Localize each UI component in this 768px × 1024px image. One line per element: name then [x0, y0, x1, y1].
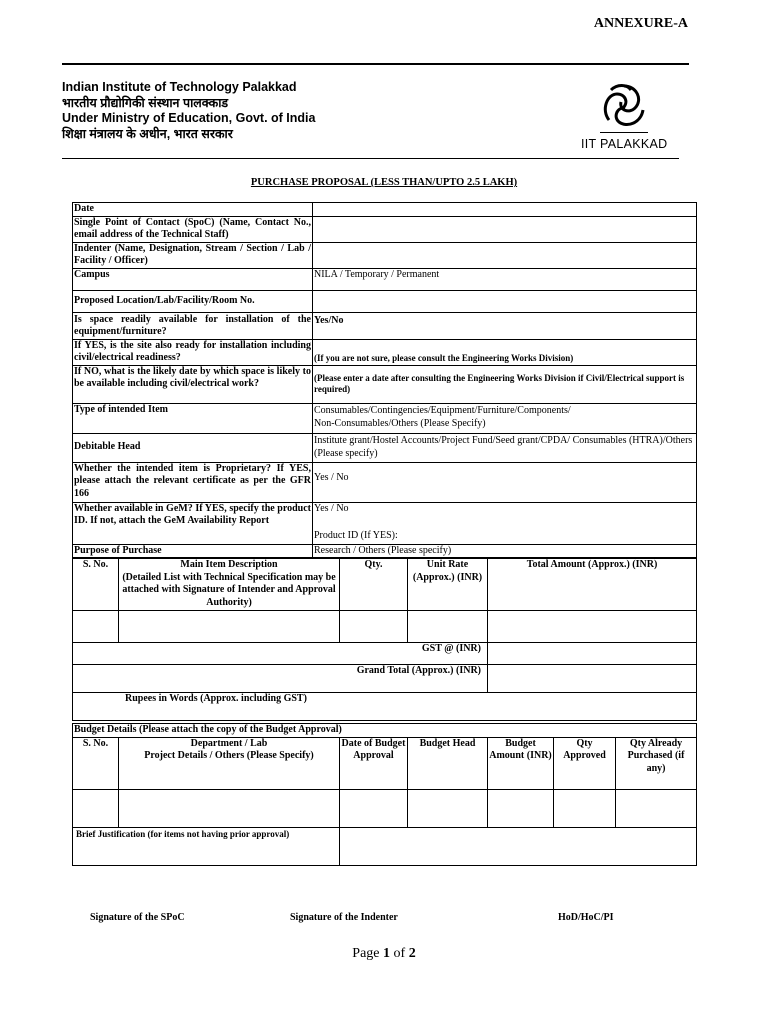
budget-table [72, 723, 697, 866]
form-title: PURCHASE PROPOSAL (LESS THAN/UPTO 2.5 LAKH) [250, 177, 518, 188]
institute-name-en: Indian Institute of Technology Palakkad [62, 80, 297, 94]
item-type-label: Type of intended Item [73, 403, 313, 433]
budget-project-title: Project Details / Others (Please Specify) [144, 750, 314, 761]
gst-label: GST @ (INR) [73, 643, 488, 665]
budget-heading: Budget Details (Please attach the copy of the Budget Approval) [73, 724, 697, 738]
proposal-table [72, 202, 697, 558]
spoc-signature: Signature of the SPoC [90, 912, 185, 923]
item-sno-cell[interactable] [73, 611, 119, 643]
budget-dept-title: Department / Lab [190, 737, 268, 749]
budget-date-header: Date of Budget Approval [340, 737, 408, 789]
debitable-head-field[interactable]: Institute grant/Hostel Accounts/Project Fund/Seed grant/CPDA/ Consumables (HTRA)/Others (Please specify) [313, 433, 697, 462]
purpose-field[interactable]: Research / Others (Please specify) [313, 544, 697, 558]
hod-signature: HoD/HoC/PI [558, 912, 614, 923]
item-qty-cell[interactable] [340, 611, 408, 643]
page-current: 1 [383, 946, 391, 961]
justification-field[interactable] [340, 827, 697, 865]
items-desc-header [119, 559, 340, 611]
indenter-signature: Signature of the Indenter [290, 912, 398, 923]
ministry-en: Under Ministry of Education, Govt. of India [62, 111, 316, 125]
indenter-field[interactable] [313, 242, 697, 268]
location-label: Proposed Location/Lab/Facility/Room No. [73, 290, 313, 312]
qty-approved-cell[interactable] [554, 789, 616, 827]
campus-field[interactable]: NILA / Temporary / Permanent [313, 268, 697, 290]
qty-purchased-cell[interactable] [616, 789, 697, 827]
header-rule [62, 158, 679, 159]
gst-field[interactable] [488, 643, 697, 665]
items-desc-note: (Detailed List with Technical Specification may be attached with Signature of Intender and Approval Authority) [122, 571, 336, 608]
budget-date-cell[interactable] [340, 789, 408, 827]
institute-header [62, 80, 315, 142]
budget-amount-header: Budget Amount (INR) [488, 737, 554, 789]
gem-label: Whether available in GeM? If YES, specify the product ID. If not, attach the GeM Availability Report [73, 502, 313, 544]
date-label: Date [73, 203, 313, 217]
item-type-options-1: Consumables/Contingencies/Equipment/Furniture/Components/ [314, 404, 571, 416]
campus-label: Campus [73, 268, 313, 290]
iit-palakkad-logo-icon [597, 80, 651, 134]
page-number [0, 946, 768, 962]
budget-dept-cell[interactable] [119, 789, 340, 827]
spoc-field[interactable] [313, 216, 697, 242]
gem-product-id: Product ID (If YES): [314, 530, 398, 541]
page-total: 2 [408, 946, 416, 961]
item-total-cell[interactable] [488, 611, 697, 643]
spoc-label: Single Point of Contact (SpoC) (Name, Contact No., email address of the Technical Staff) [74, 216, 311, 240]
site-field[interactable]: (If you are not sure, please consult the Engineering Works Division) [313, 339, 697, 365]
items-table [72, 558, 697, 721]
item-type-options-2: Non-Consumables/Others (Please Specify) [314, 418, 486, 429]
logo-rule [600, 132, 648, 133]
budget-dept-header [119, 737, 340, 789]
item-type-field[interactable] [313, 403, 697, 433]
site-label: If YES, is the site also ready for installation including civil/electrical readiness? [74, 339, 311, 363]
page-of: of [390, 946, 409, 961]
items-sno-header: S. No. [73, 559, 119, 611]
debitable-head-label: Debitable Head [73, 433, 313, 462]
location-field[interactable] [313, 290, 697, 312]
space-label: Is space readily available for installation of the equipment/furniture? [74, 313, 311, 337]
proprietary-label: Whether the intended item is Proprietary? If YES, please attach the relevant certificate as per the GFR 166 [73, 462, 313, 502]
budget-head-cell[interactable] [408, 789, 488, 827]
annexure-label: ANNEXURE-A [593, 16, 688, 31]
budget-amount-cell[interactable] [488, 789, 554, 827]
gem-yes-no: Yes / No [314, 502, 349, 514]
ministry-hi: शिक्षा मंत्रालय के अधीन, भारत सरकार [62, 126, 233, 141]
grand-total-field[interactable] [488, 665, 697, 693]
items-desc-title: Main Item Description [180, 559, 278, 570]
budget-sno-cell[interactable] [73, 789, 119, 827]
item-rate-cell[interactable] [408, 611, 488, 643]
items-rate-header: Unit Rate (Approx.) (INR) [408, 559, 488, 611]
logo-text: IIT PALAKKAD [581, 137, 668, 151]
likely-date-field[interactable]: (Please enter a date after consulting the Engineering Works Division if Civil/Electrical support is required) [313, 365, 697, 403]
qty-purchased-header: Qty Already Purchased (if any) [616, 737, 697, 789]
item-desc-cell[interactable] [119, 611, 340, 643]
items-qty-header: Qty. [340, 559, 408, 611]
date-field[interactable] [313, 203, 697, 217]
page-prefix: Page [352, 946, 384, 961]
institute-name-hi: भारतीय प्रौद्योगिकी संस्थान पालक्काड [62, 95, 229, 110]
justification-label: Brief Justification (for items not having prior approval) [73, 827, 340, 865]
proprietary-field[interactable]: Yes / No [313, 462, 697, 502]
items-total-header: Total Amount (Approx.) (INR) [488, 559, 697, 611]
likely-date-label: If NO, what is the likely date by which space is likely to be available including civil/electrical work? [73, 365, 313, 403]
purpose-label: Purpose of Purchase [73, 544, 313, 558]
space-field[interactable]: Yes/No [313, 312, 697, 339]
grand-total-label: Grand Total (Approx.) (INR) [73, 665, 488, 693]
top-rule [62, 63, 689, 65]
budget-head-header: Budget Head [408, 737, 488, 789]
indenter-label: Indenter (Name, Designation, Stream / Section / Lab / Facility / Officer) [74, 242, 311, 266]
qty-approved-header: Qty Approved [554, 737, 616, 789]
rupees-in-words-field[interactable]: Rupees in Words (Approx. including GST) [73, 693, 697, 721]
gem-field[interactable] [313, 502, 697, 544]
budget-sno-header: S. No. [73, 737, 119, 789]
